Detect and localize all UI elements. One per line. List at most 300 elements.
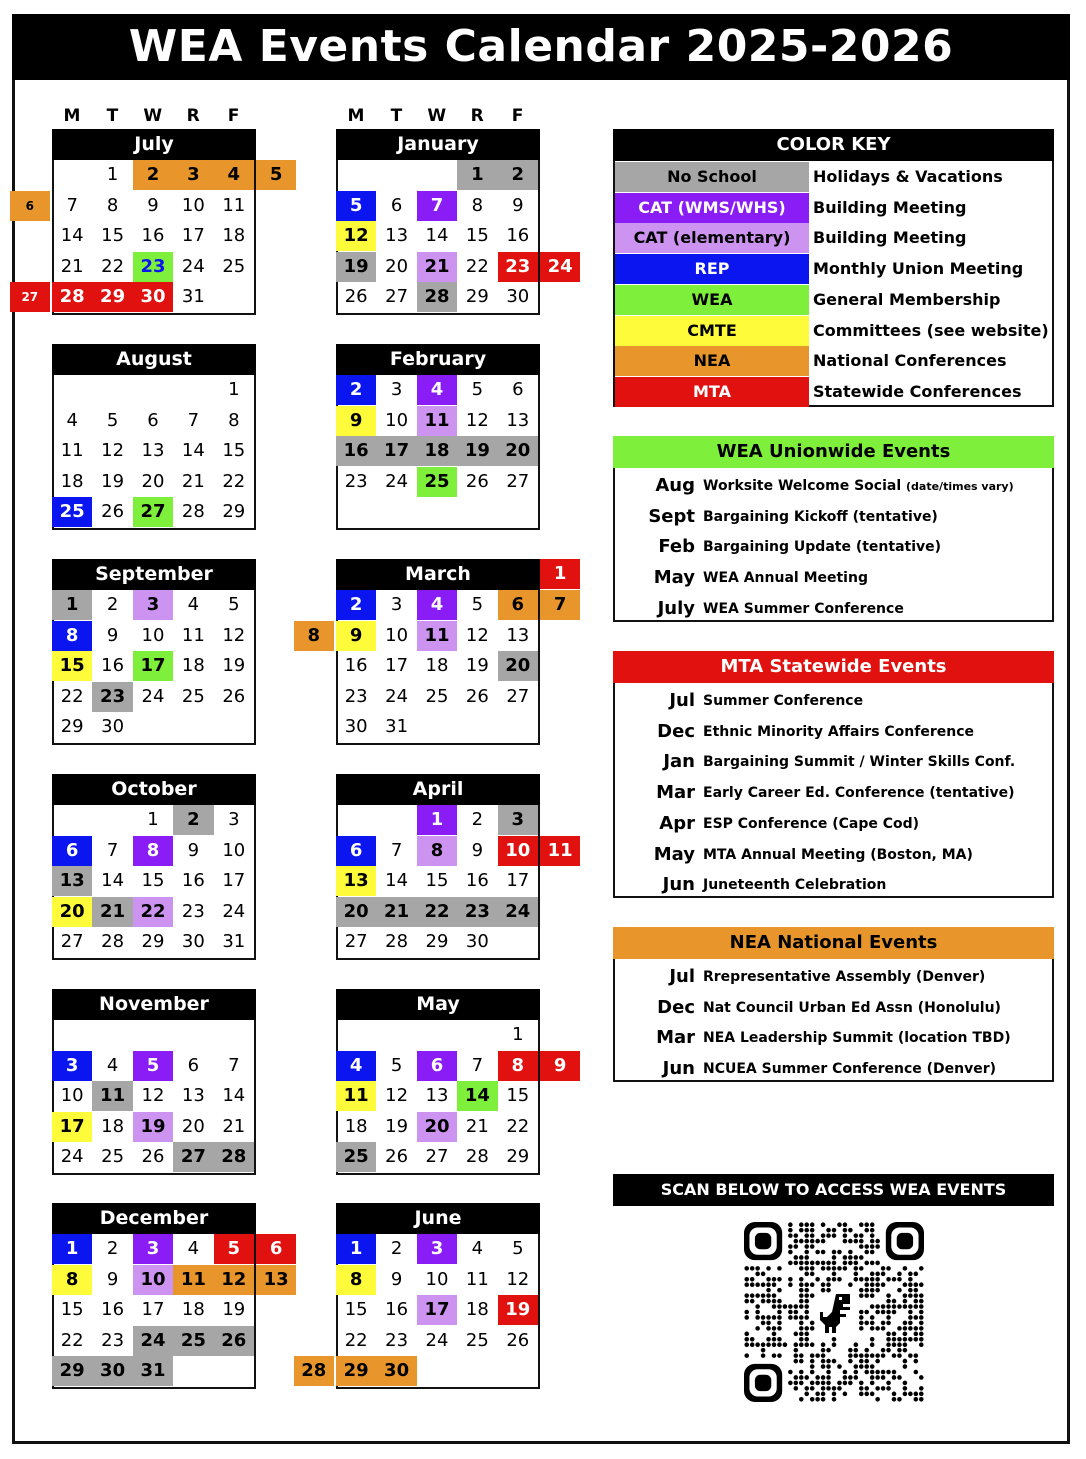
day-cell[interactable]: 1 [336, 1234, 376, 1264]
day-cell[interactable]: 4 [417, 590, 457, 620]
day-cell[interactable]: 17 [506, 870, 530, 891]
day-cell[interactable]: 6 [147, 409, 159, 431]
day-cell[interactable]: 16 [141, 225, 165, 246]
day-cell[interactable]: 24 [385, 470, 409, 492]
day-cell[interactable]: 26 [101, 501, 125, 522]
day-cell[interactable]: 15 [52, 651, 92, 681]
day-cell[interactable]: 9 [336, 406, 376, 436]
day-cell[interactable]: 9 [187, 839, 200, 861]
day-cell[interactable]: 24 [222, 900, 246, 922]
day-cell[interactable]: 26 [385, 1146, 409, 1167]
day-cell[interactable]: 20 [498, 436, 538, 466]
day-cell[interactable]: 3 [390, 594, 403, 615]
day-cell[interactable]: 21 [376, 897, 416, 927]
wea-event-row [615, 594, 1051, 624]
day-cell[interactable]: 30 [133, 282, 173, 312]
day-cell[interactable]: 17 [417, 1295, 457, 1325]
day-cell[interactable]: 14 [222, 1085, 246, 1106]
day-cell[interactable]: 10 [222, 839, 246, 861]
day-cell[interactable]: 3 [228, 809, 240, 830]
day-cell[interactable]: 19 [498, 1295, 538, 1325]
day-cell[interactable]: 23 [92, 682, 132, 712]
day-cell[interactable]: 24 [181, 255, 205, 277]
day-cell[interactable]: 5 [106, 409, 119, 431]
day-cell[interactable]: 2 [106, 594, 119, 615]
day-cell[interactable]: 3 [390, 379, 403, 400]
day-cell[interactable]: 25 [465, 1329, 489, 1351]
day-cell[interactable]: 25 [425, 685, 449, 707]
qr-module [870, 1222, 875, 1227]
day-cell[interactable]: 21 [181, 470, 205, 492]
day-cell[interactable]: 22 [101, 255, 125, 277]
day-cell[interactable]: 5 [471, 594, 484, 615]
day-cell[interactable]: 3 [133, 590, 173, 620]
day-cell[interactable]: 3 [417, 1234, 457, 1264]
day-cell-outside[interactable]: 1 [540, 559, 580, 589]
day-cell[interactable]: 22 [506, 1115, 530, 1137]
qr-finder-center [897, 1233, 913, 1249]
day-cell[interactable]: 27 [133, 497, 173, 527]
day-cell[interactable]: 27 [425, 1146, 449, 1167]
qr-module [772, 1326, 777, 1331]
day-cell[interactable]: 20 [336, 897, 376, 927]
day-cell[interactable]: 5 [471, 379, 484, 400]
day-cell[interactable]: 2 [471, 809, 484, 830]
day-cell[interactable]: 1 [147, 809, 159, 830]
day-cell[interactable]: 11 [336, 1081, 376, 1111]
day-cell[interactable]: 10 [60, 1085, 84, 1106]
day-cell[interactable]: 4 [417, 375, 457, 405]
day-cell[interactable]: 14 [385, 870, 409, 891]
day-cell[interactable]: 13 [506, 409, 530, 431]
day-cell[interactable]: 13 [425, 1085, 449, 1106]
day-cell[interactable]: 15 [101, 225, 125, 246]
day-cell[interactable]: 16 [385, 1299, 409, 1320]
day-cell-outside[interactable]: 9 [540, 1051, 580, 1081]
qr-module [799, 1255, 804, 1260]
day-cell[interactable]: 20 [417, 1112, 457, 1142]
day-cell[interactable]: 30 [101, 716, 125, 737]
day-cell[interactable]: 26 [465, 685, 489, 707]
day-cell[interactable]: 2 [336, 590, 376, 620]
day-cell[interactable]: 11 [173, 1265, 213, 1295]
day-cell[interactable]: 21 [417, 252, 457, 282]
day-cell[interactable]: 16 [465, 870, 489, 891]
qr-module [772, 1337, 777, 1342]
day-cell[interactable]: 23 [457, 897, 497, 927]
day-cell[interactable]: 20 [385, 255, 409, 277]
day-cell-outside[interactable]: 13 [256, 1265, 296, 1295]
color-key-row [615, 223, 1051, 253]
day-cell[interactable]: 12 [222, 624, 246, 646]
day-cell[interactable]: 12 [385, 1085, 409, 1106]
day-cell[interactable]: 29 [425, 931, 449, 952]
day-cell[interactable]: 27 [506, 470, 530, 492]
day-cell[interactable]: 17 [376, 436, 416, 466]
day-cell[interactable]: 25 [52, 497, 92, 527]
day-cell[interactable]: 15 [425, 870, 449, 891]
day-cell[interactable]: 1 [512, 1024, 524, 1045]
day-cell[interactable]: 6 [498, 590, 538, 620]
day-cell[interactable]: 25 [181, 685, 205, 707]
day-cell[interactable]: 20 [141, 470, 165, 492]
day-cell[interactable]: 31 [385, 716, 409, 737]
day-cell[interactable]: 17 [385, 655, 409, 676]
day-cell[interactable]: 12 [214, 1265, 254, 1295]
month-november [52, 989, 256, 1175]
day-cell[interactable]: 15 [465, 225, 489, 246]
day-cell[interactable]: 23 [181, 900, 205, 922]
qr-finder-center [755, 1233, 771, 1249]
day-cell[interactable]: 29 [222, 501, 246, 522]
day-cell[interactable]: 23 [133, 252, 173, 282]
day-cell[interactable]: 8 [336, 1265, 376, 1295]
day-cell[interactable]: 2 [498, 160, 538, 190]
day-cell[interactable]: 29 [52, 1356, 92, 1386]
day-cell[interactable]: 4 [214, 160, 254, 190]
day-cell[interactable]: 30 [344, 716, 368, 737]
day-cell[interactable]: 28 [181, 501, 205, 522]
day-cell[interactable]: 22 [133, 897, 173, 927]
day-cell[interactable]: 23 [101, 1329, 125, 1351]
day-cell[interactable]: 19 [101, 470, 125, 492]
event-note: (date/times vary) [906, 480, 1014, 493]
day-cell[interactable]: 23 [344, 685, 368, 707]
day-cell[interactable]: 1 [52, 1234, 92, 1264]
day-cell[interactable]: 6 [417, 1051, 457, 1081]
day-cell[interactable]: 13 [506, 624, 530, 646]
day-cell[interactable]: 30 [465, 931, 489, 952]
day-cell[interactable]: 21 [465, 1115, 489, 1137]
qr-module [832, 1272, 837, 1277]
day-cell[interactable]: 7 [187, 409, 200, 431]
day-cell-outside[interactable]: 24 [540, 252, 580, 282]
day-cell[interactable]: 30 [506, 286, 530, 307]
day-cell[interactable]: 24 [498, 897, 538, 927]
day-cell[interactable]: 7 [390, 839, 403, 861]
day-cell[interactable]: 14 [457, 1081, 497, 1111]
qr-module [804, 1299, 809, 1304]
day-cell[interactable]: 19 [336, 252, 376, 282]
day-cell[interactable]: 27 [173, 1142, 213, 1172]
day-cell[interactable]: 20 [181, 1115, 205, 1137]
qr-module [799, 1326, 804, 1331]
day-cell[interactable]: 23 [385, 1329, 409, 1351]
qr-module [794, 1255, 799, 1260]
day-cell[interactable]: 2 [106, 1238, 119, 1259]
day-cell[interactable]: 11 [465, 1268, 489, 1290]
day-cell[interactable]: 12 [141, 1085, 165, 1106]
day-cell[interactable]: 28 [417, 282, 457, 312]
day-cell[interactable]: 16 [336, 436, 376, 466]
day-cell[interactable]: 29 [141, 931, 165, 952]
day-cell[interactable]: 16 [101, 1299, 125, 1320]
day-cell[interactable]: 22 [417, 897, 457, 927]
day-cell[interactable]: 31 [181, 286, 205, 307]
day-cell[interactable]: 14 [101, 870, 125, 891]
day-cell[interactable]: 31 [222, 931, 246, 952]
day-cell[interactable]: 28 [465, 1146, 489, 1167]
day-cell[interactable]: 4 [471, 1238, 484, 1259]
day-cell[interactable]: 29 [465, 286, 489, 307]
day-cell[interactable]: 24 [60, 1146, 84, 1167]
day-cell[interactable]: 30 [376, 1356, 416, 1386]
day-cell[interactable]: 18 [181, 655, 205, 676]
day-cell[interactable]: 15 [141, 870, 165, 891]
day-cell[interactable]: 25 [222, 255, 246, 277]
day-cell[interactable]: 2 [390, 1238, 403, 1259]
day-cell[interactable]: 6 [187, 1054, 200, 1076]
day-cell[interactable]: 9 [471, 839, 484, 861]
day-cell[interactable]: 5 [133, 1051, 173, 1081]
day-cell[interactable]: 1 [228, 379, 240, 400]
day-cell[interactable]: 29 [92, 282, 132, 312]
day-cell[interactable]: 7 [417, 191, 457, 221]
day-cell-outside[interactable]: 6 [256, 1234, 296, 1264]
day-cell[interactable]: 27 [60, 931, 84, 952]
day-cell[interactable]: 17 [222, 870, 246, 891]
day-cell[interactable]: 4 [106, 1054, 119, 1076]
day-cell[interactable]: 4 [66, 409, 78, 431]
qr-module [870, 1277, 875, 1282]
day-cell[interactable]: 19 [385, 1115, 409, 1137]
day-cell[interactable]: 10 [181, 194, 205, 216]
day-cell[interactable]: 25 [101, 1146, 125, 1167]
day-cell[interactable]: 18 [344, 1115, 368, 1137]
day-cell-outside[interactable]: 8 [294, 621, 334, 651]
event-name: MTA Annual Meeting (Boston, MA) [703, 846, 973, 863]
day-cell[interactable]: 23 [498, 252, 538, 282]
day-cell[interactable]: 12 [506, 1268, 530, 1290]
day-cell[interactable]: 18 [101, 1115, 125, 1137]
day-cell[interactable]: 19 [465, 655, 489, 676]
day-cell[interactable]: 29 [506, 1146, 530, 1167]
day-cell[interactable]: 13 [52, 866, 92, 896]
day-cell[interactable]: 18 [465, 1299, 489, 1320]
day-cell[interactable]: 7 [106, 839, 119, 861]
day-cell[interactable]: 5 [214, 1234, 254, 1264]
day-cell-outside[interactable]: 11 [540, 836, 580, 866]
day-cell[interactable]: 11 [181, 624, 205, 646]
day-cell[interactable]: 14 [60, 225, 84, 246]
day-cell[interactable]: 9 [390, 1268, 403, 1290]
qr-module [908, 1282, 913, 1287]
day-cell-outside[interactable]: 6 [10, 191, 50, 221]
day-cell[interactable]: 11 [417, 406, 457, 436]
qr-code[interactable] [744, 1222, 924, 1402]
day-cell[interactable]: 13 [336, 866, 376, 896]
day-cell[interactable]: 6 [336, 836, 376, 866]
day-cell[interactable]: 4 [187, 594, 200, 615]
day-cell[interactable]: 21 [60, 255, 84, 277]
day-cell[interactable]: 15 [222, 440, 246, 461]
day-cell[interactable]: 3 [52, 1051, 92, 1081]
day-cell[interactable]: 28 [214, 1142, 254, 1172]
day-cell[interactable]: 10 [425, 1268, 449, 1290]
day-cell[interactable]: 26 [344, 286, 368, 307]
day-cell[interactable]: 13 [181, 1085, 205, 1106]
day-cell[interactable]: 24 [133, 1326, 173, 1356]
day-cell[interactable]: 12 [465, 409, 489, 431]
day-cell[interactable]: 18 [417, 436, 457, 466]
day-cell[interactable]: 8 [417, 836, 457, 866]
day-cell[interactable]: 11 [60, 440, 84, 461]
day-cell[interactable]: 13 [385, 225, 409, 246]
day-cell[interactable]: 26 [214, 1326, 254, 1356]
day-cell[interactable]: 9 [336, 621, 376, 651]
day-cell[interactable]: 1 [457, 160, 497, 190]
day-cell[interactable]: 18 [181, 1299, 205, 1320]
day-cell[interactable]: 7 [471, 1054, 484, 1076]
day-cell[interactable]: 26 [465, 470, 489, 492]
day-cell[interactable]: 11 [222, 194, 246, 216]
day-cell[interactable]: 25 [173, 1326, 213, 1356]
day-cell[interactable]: 16 [181, 870, 205, 891]
day-cell[interactable]: 29 [336, 1356, 376, 1386]
day-cell[interactable]: 17 [52, 1112, 92, 1142]
day-cell[interactable]: 17 [141, 1299, 165, 1320]
day-cell[interactable]: 19 [222, 655, 246, 676]
day-cell-outside[interactable]: 7 [540, 590, 580, 620]
day-cell[interactable]: 19 [222, 1299, 246, 1320]
day-cell-outside[interactable]: 5 [256, 160, 296, 190]
day-cell[interactable]: 7 [66, 194, 78, 216]
qr-module [794, 1381, 799, 1386]
day-cell[interactable]: 22 [222, 470, 246, 492]
day-cell[interactable]: 30 [181, 931, 205, 952]
day-cell[interactable]: 21 [92, 897, 132, 927]
day-cell[interactable]: 27 [385, 286, 409, 307]
day-cell[interactable]: 10 [141, 624, 165, 646]
day-cell[interactable]: 2 [133, 160, 173, 190]
day-cell[interactable]: 6 [512, 379, 524, 400]
day-cell[interactable]: 15 [344, 1299, 368, 1320]
day-cell[interactable]: 8 [52, 621, 92, 651]
day-cell[interactable]: 18 [222, 225, 246, 246]
day-cell[interactable]: 6 [390, 194, 403, 216]
day-cell[interactable]: 11 [92, 1081, 132, 1111]
event-month: Jul [669, 966, 695, 987]
day-cell[interactable]: 28 [52, 282, 92, 312]
day-cell[interactable]: 4 [187, 1238, 200, 1259]
day-cell[interactable]: 10 [133, 1265, 173, 1295]
day-cell[interactable]: 4 [336, 1051, 376, 1081]
day-cell[interactable]: 9 [106, 1268, 119, 1290]
day-cell[interactable]: 19 [133, 1112, 173, 1142]
day-cell[interactable]: 28 [101, 931, 125, 952]
day-cell[interactable]: 29 [60, 716, 84, 737]
day-cell[interactable]: 30 [92, 1356, 132, 1386]
day-cell[interactable]: 31 [133, 1356, 173, 1386]
day-cell[interactable]: 20 [498, 651, 538, 681]
day-cell[interactable]: 27 [344, 931, 368, 952]
day-cell-outside[interactable]: 28 [294, 1356, 334, 1386]
day-cell[interactable]: 1 [106, 164, 119, 185]
day-cell[interactable]: 2 [336, 375, 376, 405]
day-cell[interactable]: 14 [425, 225, 449, 246]
qr-module [870, 1304, 875, 1309]
qr-module [821, 1250, 826, 1255]
day-cell[interactable]: 1 [417, 805, 457, 835]
day-cell[interactable]: 22 [465, 255, 489, 277]
day-cell-outside[interactable]: 27 [10, 282, 50, 312]
day-cell[interactable]: 15 [506, 1085, 530, 1106]
day-cell[interactable]: 25 [417, 467, 457, 497]
day-cell[interactable]: 20 [52, 897, 92, 927]
day-cell[interactable]: 10 [385, 624, 409, 646]
day-cell[interactable]: 24 [141, 685, 165, 707]
day-cell[interactable]: 9 [147, 194, 159, 216]
day-cell[interactable]: 5 [336, 191, 376, 221]
day-cell[interactable]: 16 [344, 655, 368, 676]
day-cell[interactable]: 3 [498, 805, 538, 835]
qr-module [903, 1332, 908, 1337]
day-cell[interactable]: 8 [498, 1051, 538, 1081]
day-cell[interactable]: 17 [133, 651, 173, 681]
day-cell[interactable]: 17 [181, 225, 205, 246]
day-cell[interactable]: 12 [465, 624, 489, 646]
day-cell[interactable]: 10 [498, 836, 538, 866]
day-cell[interactable]: 12 [336, 221, 376, 251]
qr-module [799, 1304, 804, 1309]
day-cell[interactable]: 5 [228, 594, 240, 615]
day-cell[interactable]: 14 [181, 440, 205, 461]
qr-module [755, 1310, 760, 1315]
day-cell[interactable]: 8 [471, 194, 484, 216]
day-cell[interactable]: 8 [133, 836, 173, 866]
day-cell[interactable]: 22 [60, 685, 84, 707]
day-cell[interactable]: 22 [344, 1329, 368, 1351]
day-cell[interactable]: 13 [141, 440, 165, 461]
day-cell[interactable]: 5 [512, 1238, 524, 1259]
day-cell[interactable]: 26 [141, 1146, 165, 1167]
day-cell[interactable]: 7 [228, 1054, 240, 1076]
day-cell[interactable]: 18 [60, 470, 84, 492]
day-cell[interactable]: 21 [222, 1115, 246, 1137]
day-cell[interactable]: 3 [173, 160, 213, 190]
day-cell[interactable]: 15 [60, 1299, 84, 1320]
day-cell[interactable]: 16 [101, 655, 125, 676]
day-cell[interactable]: 27 [506, 685, 530, 707]
color-key-description: Holidays & Vacations [813, 167, 1003, 186]
day-cell[interactable]: 16 [506, 225, 530, 246]
day-cell[interactable]: 19 [457, 436, 497, 466]
day-cell[interactable]: 24 [385, 685, 409, 707]
day-cell[interactable]: 18 [425, 655, 449, 676]
day-cell[interactable]: 6 [52, 836, 92, 866]
day-cell[interactable]: 25 [336, 1142, 376, 1172]
day-cell[interactable]: 23 [344, 470, 368, 492]
day-cell[interactable]: 26 [506, 1329, 530, 1351]
day-cell[interactable]: 24 [425, 1329, 449, 1351]
day-cell[interactable]: 9 [106, 624, 119, 646]
day-cell[interactable]: 5 [390, 1054, 403, 1076]
day-cell[interactable]: 22 [60, 1329, 84, 1351]
day-cell[interactable]: 11 [417, 621, 457, 651]
day-cell[interactable]: 2 [173, 805, 213, 835]
day-cell[interactable]: 8 [52, 1265, 92, 1295]
day-cell[interactable]: 8 [106, 194, 119, 216]
day-cell[interactable]: 1 [52, 590, 92, 620]
day-cell[interactable]: 8 [228, 409, 240, 431]
day-cell[interactable]: 12 [101, 440, 125, 461]
day-cell[interactable]: 9 [512, 194, 524, 216]
dinosaur-icon [820, 1294, 850, 1333]
day-cell[interactable]: 10 [385, 409, 409, 431]
day-cell[interactable]: 26 [222, 685, 246, 707]
day-cell[interactable]: 3 [133, 1234, 173, 1264]
day-cell[interactable]: 28 [385, 931, 409, 952]
